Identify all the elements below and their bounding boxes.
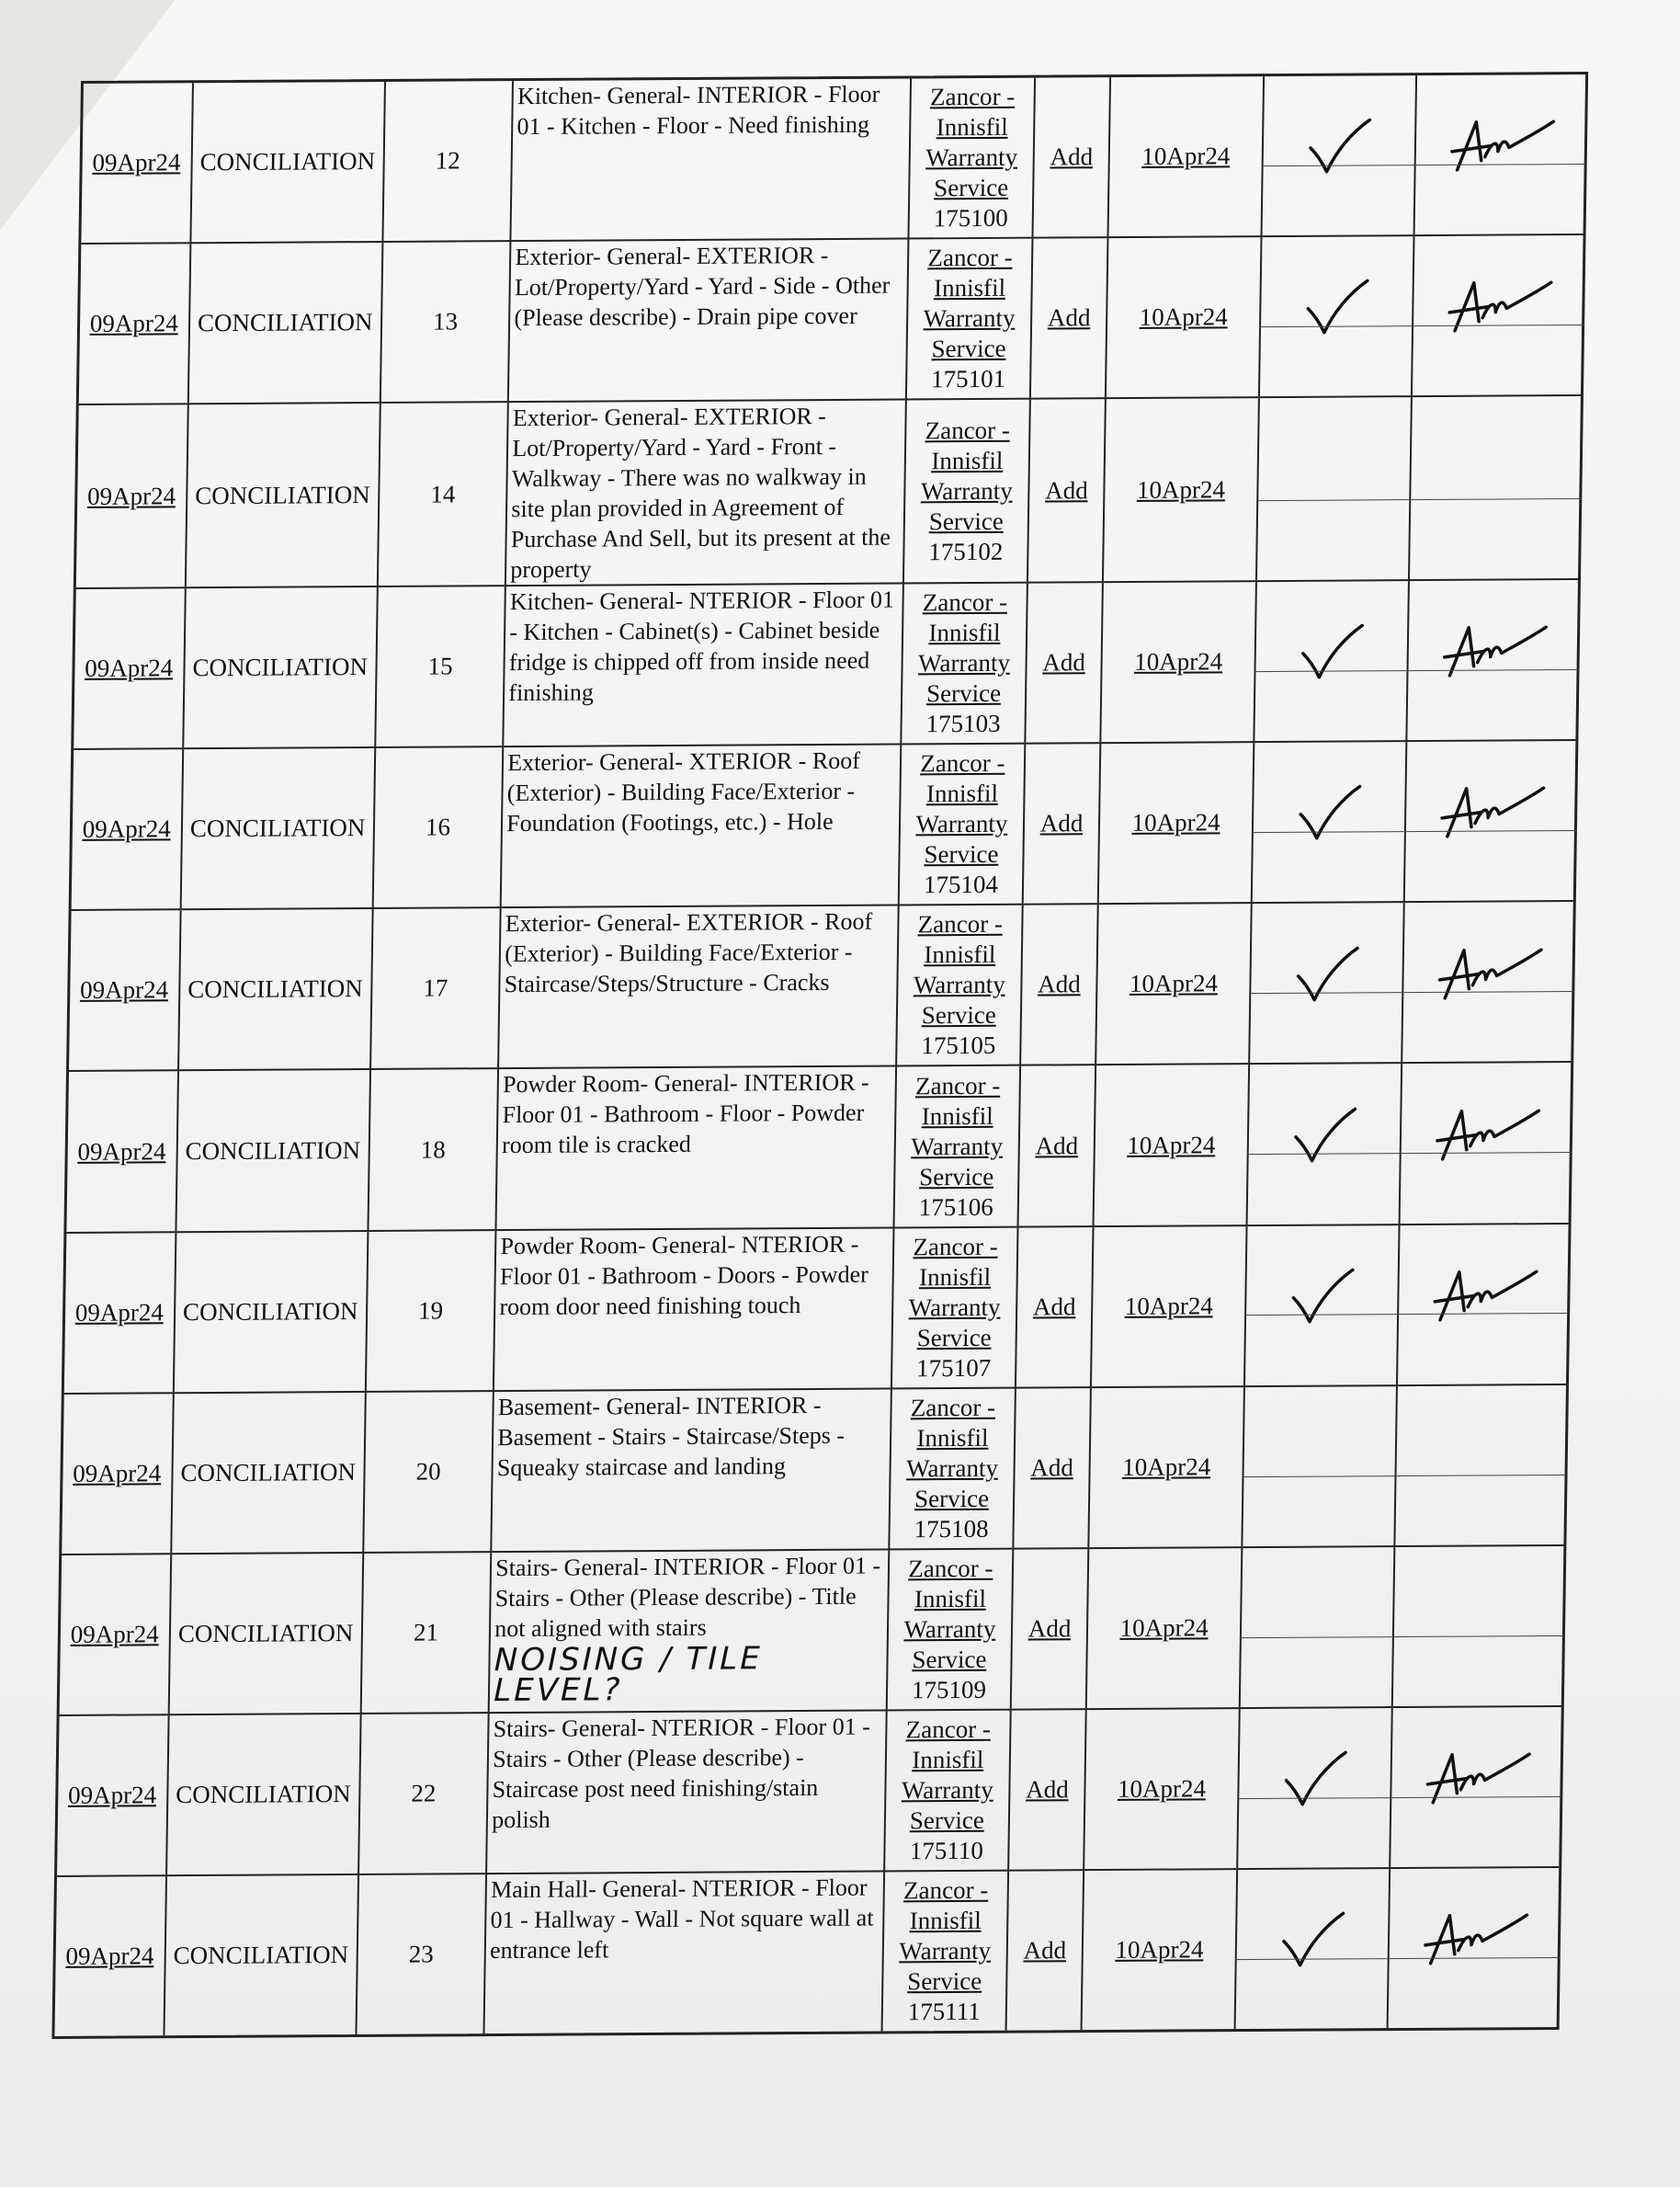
due-date-link[interactable]: 10Apr24	[1082, 1870, 1238, 2030]
service-line: Service	[924, 840, 999, 869]
description-cell	[499, 906, 899, 1068]
item-number: 16	[373, 747, 504, 907]
due-date-link[interactable]: 10Apr24	[1104, 398, 1260, 581]
service-line: Innisfil	[918, 1262, 992, 1291]
checkmark-icon	[1280, 1909, 1345, 1968]
due-date-link[interactable]: 10Apr24	[1087, 1548, 1243, 1708]
initials-signature-icon	[1432, 940, 1543, 1006]
service-line: Warranty	[901, 1775, 994, 1805]
checkmark-icon	[1304, 278, 1369, 336]
add-link[interactable]: Add	[1016, 1227, 1094, 1387]
item-number: 15	[376, 587, 506, 746]
initials-stroke	[1440, 950, 1542, 998]
service-line: Service	[919, 1162, 994, 1190]
service-line: Zancor -	[914, 1071, 1001, 1099]
service-line: Warranty	[917, 648, 1011, 678]
initials-stroke	[1449, 282, 1551, 331]
description-cell	[494, 1228, 894, 1390]
add-link[interactable]: Add	[1012, 1549, 1089, 1709]
service-link[interactable]	[907, 239, 1034, 399]
table-row	[79, 235, 1584, 405]
initials-cell	[1413, 235, 1584, 395]
service-line: Service	[912, 1645, 987, 1674]
service-line: Innisfil	[924, 940, 996, 969]
checkmark-stroke	[1293, 1270, 1353, 1321]
add-link[interactable]: Add	[1007, 1871, 1084, 2031]
due-date-link[interactable]: 10Apr24	[1096, 904, 1253, 1064]
description-cell	[493, 1389, 892, 1551]
date-link[interactable]: 09Apr24	[66, 1072, 178, 1232]
table-row	[64, 1224, 1569, 1395]
type-cell: CONCILIATION	[172, 1393, 367, 1553]
service-id: 175110	[909, 1836, 984, 1865]
initials-cell	[1407, 580, 1578, 740]
service-line: Warranty	[923, 303, 1016, 333]
service-id: 175104	[923, 871, 999, 899]
service-line: Innisfil	[921, 1101, 993, 1130]
service-link[interactable]	[899, 745, 1026, 905]
date-link[interactable]: 09Apr24	[81, 83, 193, 243]
service-line: Zancor -	[908, 1554, 993, 1583]
initials-cell	[1400, 1063, 1571, 1223]
service-line: Innisfil	[909, 1906, 982, 1935]
service-line: Zancor -	[925, 416, 1011, 445]
service-line: Warranty	[911, 1132, 1004, 1160]
service-id: 175105	[921, 1031, 996, 1060]
service-link[interactable]	[902, 584, 1028, 744]
service-line: Warranty	[915, 810, 1008, 838]
description-cell	[505, 585, 904, 746]
check-cell	[1255, 581, 1410, 741]
date-link[interactable]: 09Apr24	[76, 404, 189, 587]
item-number: 14	[379, 403, 509, 586]
add-link[interactable]: Add	[1019, 1066, 1096, 1226]
type-cell: CONCILIATION	[188, 243, 383, 403]
table-row	[81, 74, 1585, 245]
check-cell	[1243, 1386, 1398, 1546]
checkmark-stroke	[1296, 1109, 1356, 1160]
check-cell	[1263, 75, 1417, 235]
checkmark-icon	[1297, 783, 1362, 842]
date-link[interactable]: 09Apr24	[69, 911, 181, 1071]
service-line: Zancor -	[927, 243, 1013, 272]
service-line: Zancor -	[910, 1393, 996, 1422]
item-number: 20	[364, 1392, 494, 1552]
initials-stroke	[1425, 1915, 1527, 1964]
service-line: Innisfil	[936, 112, 1008, 142]
initials-stroke	[1428, 1754, 1530, 1803]
initials-cell	[1402, 902, 1573, 1062]
date-link[interactable]: 09Apr24	[72, 750, 184, 910]
due-date-link[interactable]: 10Apr24	[1107, 237, 1263, 397]
service-line: Service	[934, 173, 1009, 202]
check-cell	[1257, 397, 1412, 580]
initials-stroke	[1437, 1111, 1539, 1159]
service-line: Zancor -	[913, 1232, 998, 1260]
description-cell	[487, 1711, 887, 1873]
service-line: Service	[909, 1805, 985, 1835]
date-link[interactable]: 09Apr24	[54, 1876, 166, 2036]
type-cell: CONCILIATION	[186, 404, 380, 587]
add-link[interactable]: Add	[1015, 1388, 1092, 1548]
checkmark-stroke	[1286, 1752, 1345, 1804]
initials-stroke	[1445, 628, 1547, 677]
initials-stroke	[1435, 1271, 1537, 1320]
add-link[interactable]: Add	[1034, 77, 1111, 237]
checkmark-stroke	[1284, 1913, 1344, 1965]
checkmark-stroke	[1308, 281, 1368, 333]
add-link[interactable]: Add	[1021, 906, 1098, 1065]
description-text: Stairs- General- INTERIOR - Floor 01 - Stairs - Other (Please describe) - Title not aligned with stairs	[494, 1552, 881, 1642]
description-text: Powder Room- General- NTERIOR - Floor 01 - Bathroom - Doors - Powder room door need finishing touch	[499, 1230, 869, 1320]
description-text: Exterior- General- EXTERIOR - Lot/Property/Yard - Yard - Side - Other (Please describe) - Drain pipe cover	[514, 242, 891, 332]
description-text: Exterior- General- EXTERIOR - Roof (Exterior) - Building Face/Exterior - Staircase/Steps/Structure - Cracks	[504, 908, 873, 998]
service-line: Zancor -	[929, 82, 1016, 111]
service-line: Zancor -	[922, 588, 1008, 617]
check-cell	[1236, 1869, 1391, 2029]
service-line: Warranty	[903, 1614, 996, 1644]
service-line: Warranty	[925, 142, 1018, 172]
service-line: Warranty	[905, 1453, 999, 1483]
service-id: 175101	[930, 364, 1006, 393]
service-line: Service	[928, 507, 1005, 535]
deficiency-table	[51, 72, 1588, 2039]
checkmark-stroke	[1300, 787, 1360, 838]
initials-cell	[1404, 741, 1575, 901]
initials-signature-icon	[1420, 1745, 1531, 1810]
initials-cell	[1410, 396, 1581, 579]
due-date-link[interactable]: 10Apr24	[1084, 1709, 1241, 1869]
service-line: Service	[914, 1484, 990, 1512]
checkmark-icon	[1292, 1105, 1357, 1164]
description-text: Stairs- General- NTERIOR - Floor 01 - Stairs - Other (Please describe) - Staircase post need finishing/stain polish	[492, 1713, 871, 1833]
service-link[interactable]	[894, 1066, 1021, 1226]
service-line: Warranty	[920, 476, 1013, 506]
service-link[interactable]	[887, 1549, 1014, 1709]
service-link[interactable]	[885, 1710, 1012, 1870]
initials-signature-icon	[1437, 619, 1549, 684]
service-line: Zancor -	[902, 1875, 989, 1905]
service-id: 175103	[925, 710, 1001, 738]
date-link[interactable]: 09Apr24	[74, 588, 186, 748]
add-link[interactable]: Add	[1028, 399, 1107, 581]
service-line: Service	[931, 334, 1006, 363]
service-id: 175108	[914, 1514, 989, 1543]
service-line: Innisfil	[933, 273, 1006, 302]
type-cell: CONCILIATION	[174, 1232, 369, 1392]
item-number: 23	[357, 1874, 487, 2034]
table-row	[66, 1063, 1571, 1233]
check-cell	[1248, 1065, 1402, 1224]
initials-stroke	[1452, 121, 1554, 170]
due-date-link[interactable]: 10Apr24	[1101, 582, 1257, 742]
due-date-link[interactable]: 10Apr24	[1092, 1226, 1248, 1386]
service-line: Innisfil	[914, 1584, 987, 1613]
service-link[interactable]	[897, 906, 1024, 1065]
date-link[interactable]: 09Apr24	[57, 1715, 169, 1875]
item-number: 13	[381, 242, 512, 402]
service-line: Innisfil	[916, 1423, 989, 1452]
service-line: Innisfil	[912, 1745, 984, 1774]
description-cell	[485, 1872, 885, 2033]
due-date-link[interactable]: 10Apr24	[1108, 76, 1265, 236]
item-number: 18	[369, 1070, 499, 1230]
item-number: 19	[367, 1231, 497, 1391]
service-link[interactable]	[892, 1227, 1019, 1387]
checkmark-icon	[1289, 1266, 1355, 1325]
description-cell	[506, 401, 906, 586]
initials-cell	[1398, 1224, 1569, 1384]
initials-cell	[1414, 74, 1585, 234]
item-number: 22	[359, 1714, 490, 1874]
description-text: Kitchen- General- NTERIOR - Floor 01 - Kitchen - Cabinet(s) - Cabinet beside fridge is chipped off from inside need finishing	[508, 586, 895, 707]
checkmark-icon	[1306, 117, 1371, 176]
service-id: 175111	[907, 1997, 982, 2026]
description-cell	[497, 1067, 897, 1229]
check-cell	[1241, 1547, 1395, 1707]
service-id: 175106	[918, 1192, 994, 1221]
service-line: Innisfil	[925, 780, 999, 808]
add-link[interactable]: Add	[1027, 583, 1104, 743]
service-line: Zancor -	[920, 749, 1005, 778]
checkmark-icon	[1299, 622, 1364, 681]
due-date-link[interactable]: 10Apr24	[1099, 743, 1255, 903]
description-cell	[509, 240, 909, 402]
initials-signature-icon	[1430, 1101, 1541, 1167]
add-link[interactable]: Add	[1024, 744, 1101, 904]
due-date-link[interactable]: 10Apr24	[1089, 1387, 1245, 1547]
handwritten-note: NOISING / TILE LEVEL?	[494, 1640, 764, 1709]
initials-cell	[1395, 1385, 1566, 1545]
service-line: Zancor -	[905, 1714, 992, 1744]
item-number: 17	[371, 908, 502, 1068]
description-cell	[490, 1550, 890, 1712]
description-cell	[502, 746, 902, 907]
service-link[interactable]	[890, 1388, 1016, 1548]
date-link[interactable]: 09Apr24	[60, 1555, 172, 1714]
table-row	[60, 1546, 1564, 1716]
checkmark-stroke	[1302, 626, 1362, 678]
type-cell: CONCILIATION	[179, 909, 374, 1069]
service-line: Service	[907, 1966, 982, 1996]
initials-signature-icon	[1427, 1262, 1538, 1327]
table-row	[76, 396, 1581, 589]
table-row	[72, 741, 1576, 911]
type-cell: CONCILIATION	[176, 1070, 371, 1230]
add-link[interactable]: Add	[1031, 238, 1108, 398]
service-line: Innisfil	[931, 446, 1004, 474]
service-link[interactable]	[882, 1872, 1009, 2032]
type-cell: CONCILIATION	[181, 748, 376, 908]
service-id: 175100	[933, 203, 1008, 233]
check-cell	[1238, 1708, 1392, 1868]
initials-stroke	[1442, 789, 1544, 837]
checkmark-stroke	[1298, 948, 1357, 999]
service-line: Warranty	[908, 1293, 1001, 1321]
service-id: 175109	[911, 1675, 987, 1704]
service-line: Service	[921, 1001, 997, 1030]
service-id: 175102	[928, 537, 1004, 565]
initials-cell	[1388, 1868, 1559, 2028]
checkmark-icon	[1294, 944, 1359, 1003]
description-text: Exterior- General- EXTERIOR - Lot/Property/Yard - Yard - Front - Walkway - There was no walkway in site plan provided in Agreement of Purchase And Sell, but its present at the property	[510, 403, 891, 584]
initials-cell	[1392, 1546, 1563, 1706]
service-id: 175107	[915, 1353, 992, 1382]
check-cell	[1253, 742, 1407, 902]
table-row	[62, 1385, 1566, 1555]
service-line: Warranty	[899, 1936, 992, 1965]
table-row	[74, 580, 1578, 750]
type-cell: CONCILIATION	[167, 1714, 362, 1874]
description-text: Main Hall- General- NTERIOR - Floor 01 - Hallway - Wall - Not square wall at entrance left	[489, 1874, 874, 1964]
date-link[interactable]: 09Apr24	[62, 1394, 174, 1554]
check-cell	[1245, 1225, 1400, 1385]
check-cell	[1250, 903, 1404, 1063]
item-number: 21	[361, 1553, 492, 1713]
type-cell: CONCILIATION	[165, 1875, 359, 2035]
service-line: Innisfil	[928, 619, 1001, 647]
description-cell	[512, 78, 912, 240]
initials-signature-icon	[1442, 273, 1553, 338]
initials-signature-icon	[1435, 780, 1546, 845]
service-line: Zancor -	[917, 910, 1004, 939]
description-text: Basement- General- INTERIOR - Basement - Stairs - Staircase/Steps - Squeaky staircase and landing	[496, 1391, 846, 1481]
table-row	[54, 1868, 1559, 2036]
checkmark-icon	[1282, 1748, 1347, 1807]
service-link[interactable]	[909, 78, 1036, 238]
checkmark-stroke	[1311, 120, 1370, 172]
service-line: Service	[925, 679, 1002, 708]
type-cell: CONCILIATION	[184, 587, 379, 747]
initials-cell	[1391, 1707, 1561, 1867]
service-line: Warranty	[913, 971, 1005, 999]
date-link[interactable]: 09Apr24	[79, 244, 191, 404]
add-link[interactable]: Add	[1009, 1710, 1086, 1870]
description-text: Powder Room- General- INTERIOR - Floor 01 - Bathroom - Floor - Powder room tile is cracked	[501, 1069, 869, 1159]
service-line: Service	[916, 1323, 992, 1351]
due-date-link[interactable]: 10Apr24	[1094, 1065, 1250, 1225]
description-text: Kitchen- General- INTERIOR - Floor 01 - Kitchen - Floor - Need finishing	[516, 80, 880, 141]
initials-signature-icon	[1418, 1906, 1529, 1971]
check-cell	[1260, 236, 1414, 396]
initials-signature-icon	[1445, 112, 1556, 177]
type-cell: CONCILIATION	[169, 1554, 364, 1714]
date-link[interactable]: 09Apr24	[64, 1233, 176, 1393]
type-cell: CONCILIATION	[191, 82, 386, 242]
description-text: Exterior- General- XTERIOR - Roof (Exterior) - Building Face/Exterior - Foundation (Footings, etc.) - Hole	[506, 747, 861, 837]
table-row	[69, 902, 1573, 1072]
service-link[interactable]	[904, 400, 1031, 583]
item-number: 12	[383, 81, 514, 241]
table-row	[57, 1707, 1561, 1877]
